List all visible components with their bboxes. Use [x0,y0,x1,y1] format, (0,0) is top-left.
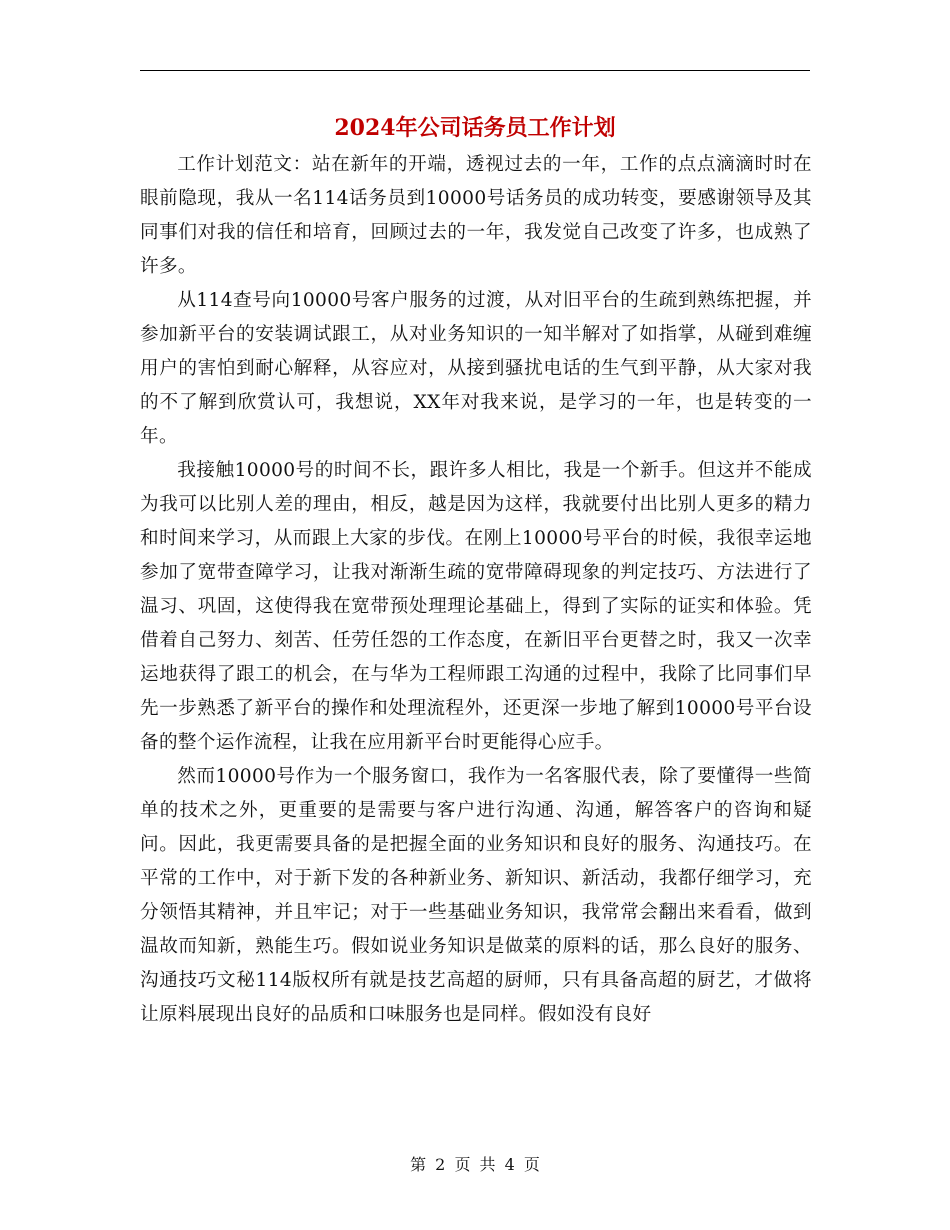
paragraph-4: 然而10000号作为一个服务窗口，我作为一名客服代表，除了要懂得一些简单的技术之外，更重要的是需要与客户进行沟通、沟通，解答客户的咨询和疑问。因此，我更需要具备的是把握全面的业务知识和良好的服务、沟通技巧。在平常的工作中，对于新下发的各种新业务、新知识、新活动，我都仔细学习，充分领悟其精神，并且牢记；对于一些基础业务知识，我常常会翻出来看看，做到温故而知新，熟能生巧。假如说业务知识是做菜的原料的话，那么良好的服务、沟通技巧文秘114版权所有就是技艺高超的厨师，只有具备高超的厨艺，才做将让原料展现出良好的品质和口味服务也是同样。假如没有良好 [140,766,812,1025]
document-title: 2024年公司话务员工作计划 [334,115,616,141]
paragraph-1: 工作计划范文：站在新年的开端，透视过去的一年，工作的点点滴滴时时在眼前隐现，我从一名114话务员到10000号话务员的成功转变，要感谢领导及其同事们对我的信任和培育，回顾过去的一年，我发觉自己改变了许多，也成熟了许多。 [140,154,812,277]
document-body [140,148,812,1032]
header-rule [140,70,810,71]
paragraph-2: 从114查号向10000号客户服务的过渡，从对旧平台的生疏到熟练把握，并参加新平台的安装调试跟工，从对业务知识的一知半解对了如指掌，从碰到难缠用户的害怕到耐心解释，从容应对，从接到骚扰电话的生气到平静，从大家对我的不了解到欣赏认可，我想说，XX年对我来说，是学习的一年，也是转变的一年。 [140,290,812,447]
paragraph-3: 我接触10000号的时间不长，跟许多人相比，我是一个新手。但这并不能成为我可以比别人差的理由，相反，越是因为这样，我就要付出比别人更多的精力和时间来学习，从而跟上大家的步伐。在刚上10000号平台的时候，我很幸运地参加了宽带查障学习，让我对渐渐生疏的宽带障碍现象的判定技巧、方法进行了温习、巩固，这使得我在宽带预处理理论基础上，得到了实际的证实和体验。凭借着自己努力、刻苦、任劳任怨的工作态度，在新旧平台更替之时，我又一次幸运地获得了跟工的机会，在与华为工程师跟工沟通的过程中，我除了比同事们早先一步熟悉了新平台的操作和处理流程外，还更深一步地了解到10000号平台设备的整个运作流程，让我在应用新平台时更能得心应手。 [140,460,812,753]
page-number: 第 2 页 共 4 页 [410,1155,540,1174]
